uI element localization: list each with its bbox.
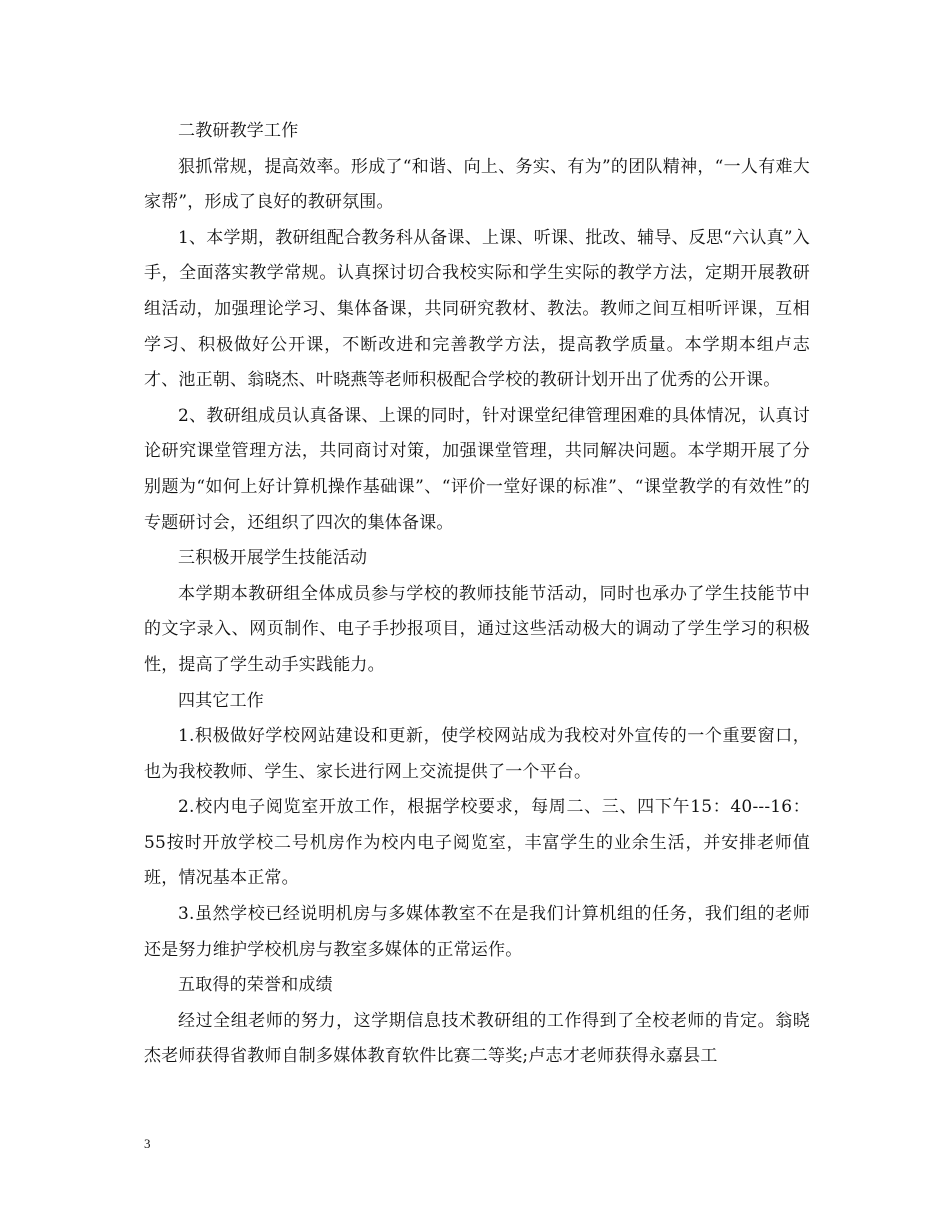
section-heading-teaching-research: 二教研教学工作 xyxy=(178,121,299,141)
paragraph-classroom-management: 2、教研组成员认真备课、上课的同时，针对课堂纪律管理困难的具体情况，认真讨论研究课堂管理方法，共同商讨对策，加强课堂管理，共同解决问题。本学期开展了分别题为“如何上好计算机操作基础课”、“评价一堂好课的标准”、“课堂教学的有效性”的专题研讨会，还组织了四次的集体备课。 xyxy=(144,405,810,533)
page-number: 3 xyxy=(144,1136,151,1151)
section-heading-other-work: 四其它工作 xyxy=(178,690,264,711)
paragraph-skills-festival: 本学期本教研组全体成员参与学校的教师技能节活动，同时也承办了学生技能节中的文字录入、网页制作、电子手抄报项目，通过这些活动极大的调动了学生学习的积极性，提高了学生动手实践能力。 xyxy=(144,583,810,675)
paragraph-computer-room-maintenance: 3.虽然学校已经说明机房与多媒体教室不在是我们计算机组的任务，我们组的老师还是努力维护学校机房与教室多媒体的正常运作。 xyxy=(144,904,810,960)
section-heading-student-skills: 三积极开展学生技能活动 xyxy=(178,548,368,569)
paragraph-e-reading-room: 2.校内电子阅览室开放工作，根据学校要求，每周二、三、四下午15：40---16：55按时开放学校二号机房作为校内电子阅览室，丰富学生的业余生活，并安排老师值班，情况基本正常。 xyxy=(144,797,810,889)
paragraph-school-website: 1.积极做好学校网站建设和更新，使学校网站成为我校对外宣传的一个重要窗口，也为我校教师、学生、家长进行网上交流提供了一个平台。 xyxy=(144,726,810,782)
paragraph-teaching-routine: 1、本学期，教研组配合教务科从备课、上课、听课、批改、辅导、反思“六认真”入手，全面落实教学常规。认真探讨切合我校实际和学生实际的教学方法，定期开展教研组活动，加强理论学习、集体备课，共同研究教材、教法。教师之间互相听评课，互相学习、积极做好公开课，不断改进和完善教学方法，提高教学质量。本学期本组卢志才、池正朝、翁晓杰、叶晓燕等老师积极配合学校的教研计划开出了优秀的公开课。 xyxy=(144,227,810,391)
section-heading-honors: 五取得的荣誉和成绩 xyxy=(178,975,333,996)
paragraph-team-spirit: 狠抓常规，提高效率。形成了“和谐、向上、务实、有为”的团队精神，“一人有难大家帮”，形成了良好的教研氛围。 xyxy=(144,156,810,213)
paragraph-honors-achievements: 经过全组老师的努力，这学期信息技术教研组的工作得到了全校老师的肯定。翁晓杰老师获得省教师自制多媒体教育软件比赛二等奖;卢志才老师获得永嘉县工 xyxy=(144,1010,810,1067)
document-body xyxy=(144,114,810,1075)
